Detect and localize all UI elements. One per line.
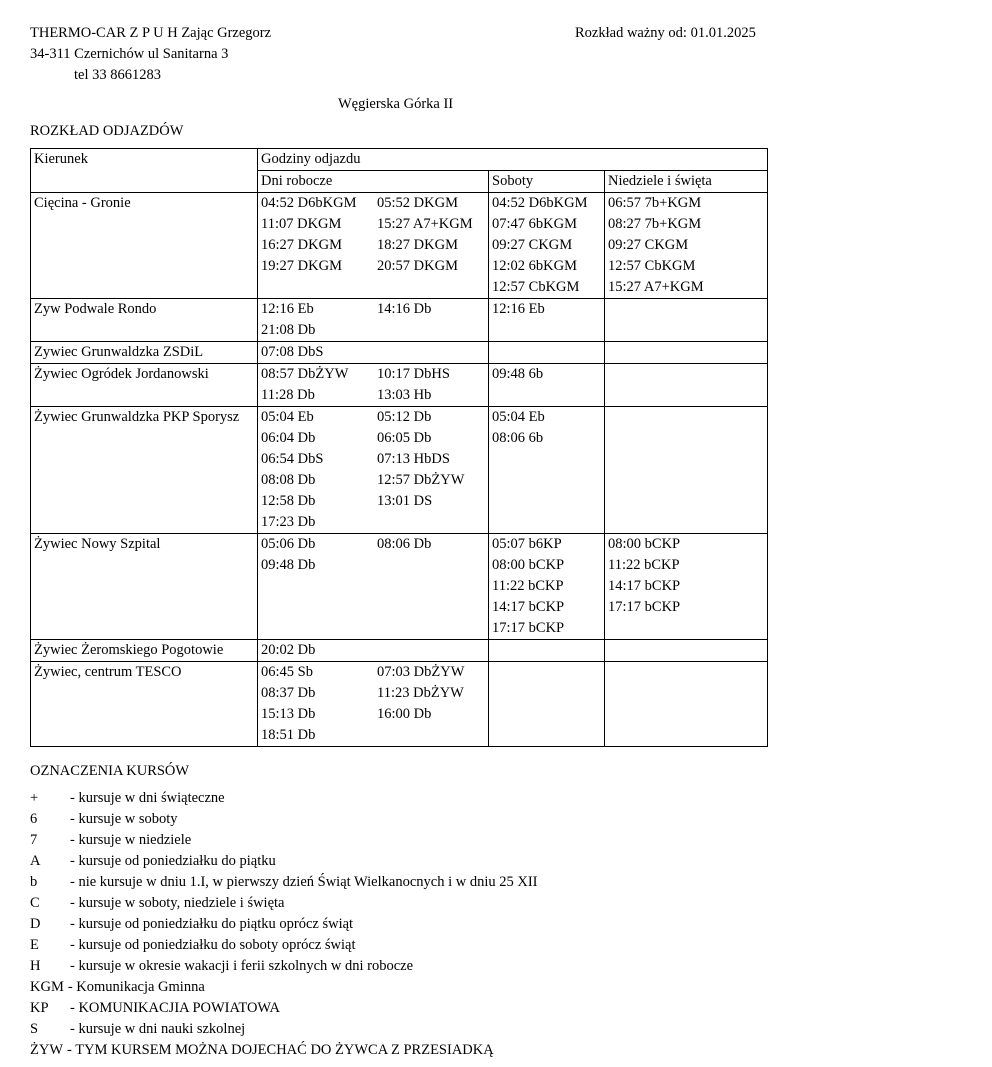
saturdays-cell [489,342,605,364]
departure-time: 06:45 Sb [261,664,313,680]
col-sundays-header: Niedziele i święta [605,171,768,193]
departure-time: 09:27 CKGM [608,237,689,253]
legend-code: 7 [30,832,38,848]
table-row [31,299,768,342]
direction-cell: Żywiec Żeromskiego Pogotowie [31,640,258,662]
table-row [31,193,768,299]
legend-item [30,977,537,998]
legend-code: H [30,958,41,974]
legend-description: - kursuje w soboty, niedziele i święta [70,895,285,911]
weekdays-cell [258,193,489,299]
direction-cell: Zywiec Grunwaldzka ZSDiL [31,342,258,364]
departure-time: 04:52 D6bKGM [261,195,357,211]
legend-description: - kursuje w okresie wakacji i ferii szkolnych w dni robocze [70,958,414,974]
departure-time: 04:52 D6bKGM [492,195,588,211]
legend-description: - TYM KURSEM MOŻNA DOJECHAĆ DO ŻYWCA Z PRZESIADKĄ [67,1042,494,1058]
departure-time: 08:08 Db [261,472,316,488]
sundays-cell [605,342,768,364]
sundays-cell [605,662,768,747]
direction-cell: Żywiec Ogródek Jordanowski [31,364,258,407]
saturdays-cell [489,299,605,342]
legend-description: - kursuje w soboty [70,811,178,827]
departure-time: 18:27 DKGM [377,237,458,253]
departure-time: 05:04 Eb [492,409,545,425]
legend-item [30,851,537,872]
sundays-cell [605,193,768,299]
legend-code: 6 [30,811,38,827]
departure-time: 06:05 Db [377,430,432,446]
departure-time: 05:07 b6KP [492,536,562,552]
sundays-cell [605,364,768,407]
departure-time: 17:17 bCKP [608,599,681,615]
legend-code: KGM [30,979,64,995]
direction-cell: Żywiec, centrum TESCO [31,662,258,747]
departure-time: 08:37 Db [261,685,316,701]
sundays-cell [605,640,768,662]
legend-item [30,872,537,893]
table-row [31,342,768,364]
legend-description: - kursuje od poniedziałku do piątku [70,853,276,869]
legend-item [30,956,537,977]
departure-time: 11:23 DbŻYW [377,685,464,701]
departure-time: 18:51 Db [261,727,316,743]
col-direction-header: Kierunek [31,149,258,193]
header-row-1 [31,149,768,171]
weekdays-cell [258,534,489,640]
saturdays-cell [489,534,605,640]
saturdays-cell [489,193,605,299]
valid-from: Rozkład ważny od: 01.01.2025 [575,25,756,41]
legend-code: + [30,790,39,806]
departure-time: 11:22 bCKP [608,557,680,573]
legend-description: - nie kursuje w dniu 1.I, w pierwszy dzień Świąt Wielkanocnych i w dniu 25 XII [70,874,538,890]
legend-item [30,788,537,809]
departure-time: 12:02 6bKGM [492,258,577,274]
weekdays-cell [258,407,489,534]
departure-time: 08:00 bCKP [608,536,681,552]
legend-item [30,830,537,851]
table-row [31,534,768,640]
legend-code: D [30,916,41,932]
legend-item [30,809,537,830]
legend-item [30,893,537,914]
departure-time: 17:17 bCKP [492,620,565,636]
legend-description: - KOMUNIKACJIA POWIATOWA [70,1000,280,1016]
departure-time: 05:06 Db [261,536,316,552]
departure-time: 06:57 7b+KGM [608,195,702,211]
departure-time: 12:57 DbŻYW [377,472,465,488]
weekdays-cell [258,299,489,342]
sundays-cell [605,407,768,534]
departure-time: 17:23 Db [261,514,316,530]
legend-code: b [30,874,38,890]
departure-time: 13:01 DS [377,493,433,509]
company-name: THERMO-CAR Z P U H Zając Grzegorz [30,25,272,41]
departure-time: 21:08 Db [261,322,316,338]
stop-name: Węgierska Górka II [338,96,454,112]
legend-item [30,998,537,1019]
legend-code: A [30,853,41,869]
page-title: ROZKŁAD ODJAZDÓW [30,123,184,139]
departure-time: 07:13 HbDS [377,451,450,467]
saturdays-cell [489,407,605,534]
departure-time: 16:00 Db [377,706,432,722]
departure-time: 16:27 DKGM [261,237,342,253]
timetable [30,148,768,747]
departure-time: 10:17 DbHS [377,366,450,382]
col-saturdays-header: Soboty [489,171,605,193]
legend-list [30,788,537,1061]
company-phone: tel 33 8661283 [74,67,161,83]
direction-cell: Cięcina - Gronie [31,193,258,299]
legend-description: - Komunikacja Gminna [67,979,205,995]
departure-time: 06:54 DbS [261,451,324,467]
departure-time: 07:08 DbS [261,344,324,360]
departure-time: 13:03 Hb [377,387,432,403]
departure-time: 15:13 Db [261,706,316,722]
departure-time: 11:07 DKGM [261,216,342,232]
departure-time: 20:57 DKGM [377,258,458,274]
legend-item [30,1019,537,1040]
weekdays-cell [258,342,489,364]
departure-time: 12:58 Db [261,493,316,509]
departure-time: 09:48 Db [261,557,316,573]
table-row [31,640,768,662]
legend-description: - kursuje od poniedziałku do piątku oprócz świąt [70,916,354,932]
departure-time: 09:27 CKGM [492,237,573,253]
departure-time: 12:57 CbKGM [608,258,696,274]
departure-time: 07:47 6bKGM [492,216,577,232]
departure-time: 07:03 DbŻYW [377,664,465,680]
departure-time: 08:27 7b+KGM [608,216,702,232]
departure-time: 08:57 DbŻYW [261,366,349,382]
legend-description: - kursuje w dni świąteczne [70,790,225,806]
departure-time: 05:04 Eb [261,409,314,425]
col-departures-header: Godziny odjazdu [258,149,768,171]
departure-time: 20:02 Db [261,642,316,658]
saturdays-cell [489,662,605,747]
table-row [31,364,768,407]
departure-time: 14:17 bCKP [608,578,681,594]
company-address: 34-311 Czernichów ul Sanitarna 3 [30,46,229,62]
departure-time: 15:27 A7+KGM [608,279,704,295]
table-row [31,407,768,534]
departure-time: 19:27 DKGM [261,258,342,274]
departure-time: 11:28 Db [261,387,315,403]
legend-title: OZNACZENIA KURSÓW [30,763,190,779]
direction-cell: Zyw Podwale Rondo [31,299,258,342]
legend-description: - kursuje od poniedziałku do soboty oprócz świąt [70,937,356,953]
sundays-cell [605,299,768,342]
legend-item [30,914,537,935]
weekdays-cell [258,364,489,407]
departure-time: 12:16 Eb [261,301,314,317]
legend-description: - kursuje w dni nauki szkolnej [70,1021,246,1037]
legend-code: KP [30,1000,49,1016]
legend-code: ŻYW [30,1042,64,1058]
direction-cell: Żywiec Nowy Szpital [31,534,258,640]
departure-time: 11:22 bCKP [492,578,564,594]
col-weekdays-header: Dni robocze [258,171,489,193]
saturdays-cell [489,640,605,662]
table-row [31,662,768,747]
weekdays-cell [258,640,489,662]
departure-time: 08:06 Db [377,536,432,552]
departure-time: 15:27 A7+KGM [377,216,473,232]
departure-time: 12:16 Eb [492,301,545,317]
departure-time: 05:52 DKGM [377,195,458,211]
departure-time: 12:57 CbKGM [492,279,580,295]
saturdays-cell [489,364,605,407]
legend-code: C [30,895,40,911]
direction-cell: Żywiec Grunwaldzka PKP Sporysz [31,407,258,534]
departure-time: 05:12 Db [377,409,432,425]
legend-code: E [30,937,39,953]
legend-item [30,1040,537,1061]
departure-time: 06:04 Db [261,430,316,446]
sundays-cell [605,534,768,640]
departure-time: 14:17 bCKP [492,599,565,615]
departure-time: 08:00 bCKP [492,557,565,573]
weekdays-cell [258,662,489,747]
legend-code: S [30,1021,39,1037]
departure-time: 14:16 Db [377,301,432,317]
departure-time: 09:48 6b [492,366,544,382]
legend-item [30,935,537,956]
departure-time: 08:06 6b [492,430,544,446]
legend-description: - kursuje w niedziele [70,832,192,848]
